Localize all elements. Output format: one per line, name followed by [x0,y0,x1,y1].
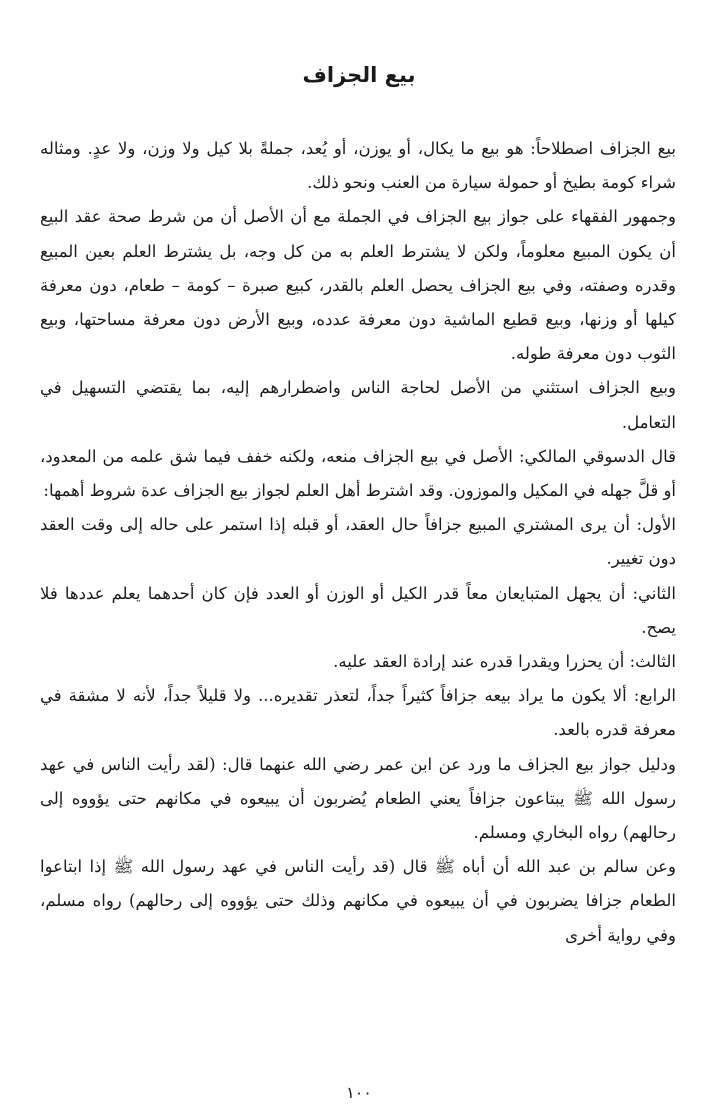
dusuqi-quote-paragraph: قال الدسوقي المالكي: الأصل في بيع الجزاف منعه، ولكنه خفف فيما شق علمه من المعدود، أو قلَّ جهله في المكيل والموزون. وقد اشترط أهل العلم لجواز بيع الجزاف عدة شروط أهمها: [40,446,676,501]
exception-paragraph: وبيع الجزاف استثني من الأصل لحاجة الناس واضطرارهم إليه، بما يقتضي التسهيل في التعامل. [40,378,676,432]
condition-third: الثالث: أن يحزرا ويقدرا قدره عند إرادة العقد عليه. [333,652,676,672]
condition-first: الأول: أن يرى المشتري المبيع جزافاً حال العقد، أو قبله إذا استمر على حاله إلى وقت العقد دون تغيير. [40,515,676,569]
condition-fourth: الرابع: ألا يكون ما يراد بيعه جزافاً كثيراً جداً، لتعذر تقديره... ولا قليلاً جداً، لأنه لا مشقة في معرفة قدره بالعد. [40,686,676,740]
majority-opinion-paragraph: وجمهور الفقهاء على جواز بيع الجزاف في الجملة مع أن الأصل أن من شرط صحة عقد البيع أن يكون المبيع معلوماً، ولكن لا يشترط العلم به من كل وجه، بل يشترط العلم بعين المبيع وقدره وصفته، وفي بيع الجزاف يحصل العلم بالقدر، كبيع صبرة – كومة – طعام، دون معرفة كيلها أو وزنها، وبيع قطيع الماشية دون معرفة عدده، وبيع الأرض دون معرفة مساحتها، وبيع الثوب دون معرفة طوله. [40,207,676,364]
body-text [40,132,676,953]
evidence-ibn-umar-paragraph: ودليل جواز بيع الجزاف ما ورد عن ابن عمر رضي الله عنهما قال: (لقد رأيت الناس في عهد رسول الله ﷺ يبتاعون جزافاً يعني الطعام يُضربون أن يبيعوه في مكانهم حتى يؤووه إلى رحالهم) رواه البخاري ومسلم. [40,754,676,843]
page-title: بيع الجزاف [302,63,416,87]
page-number: ١٠٠ [346,1083,372,1102]
condition-second: الثاني: أن يجهل المتبايعان معاً قدر الكيل أو الوزن أو العدد فإن كان أحدهما يعلم عددها فلا يصح. [40,583,676,637]
definition-paragraph: بيع الجزاف اصطلاحاً: هو بيع ما يكال، أو يوزن، أو يُعد، جملةً بلا كيل ولا وزن، ولا عدٍ. ومثاله شراء كومة بطيخ أو حمولة سيارة من العنب ونحو ذلك. [40,139,676,193]
evidence-salim-paragraph: وعن سالم بن عبد الله أن أباه ﷺ قال (قد رأيت الناس في عهد رسول الله ﷺ إذا ابتاعوا الطعام جزافا يضربون في أن يبيعوه في مكانهم وذلك حتى يؤووه إلى رحالهم) رواه مسلم، وفي رواية أخرى [40,857,676,945]
